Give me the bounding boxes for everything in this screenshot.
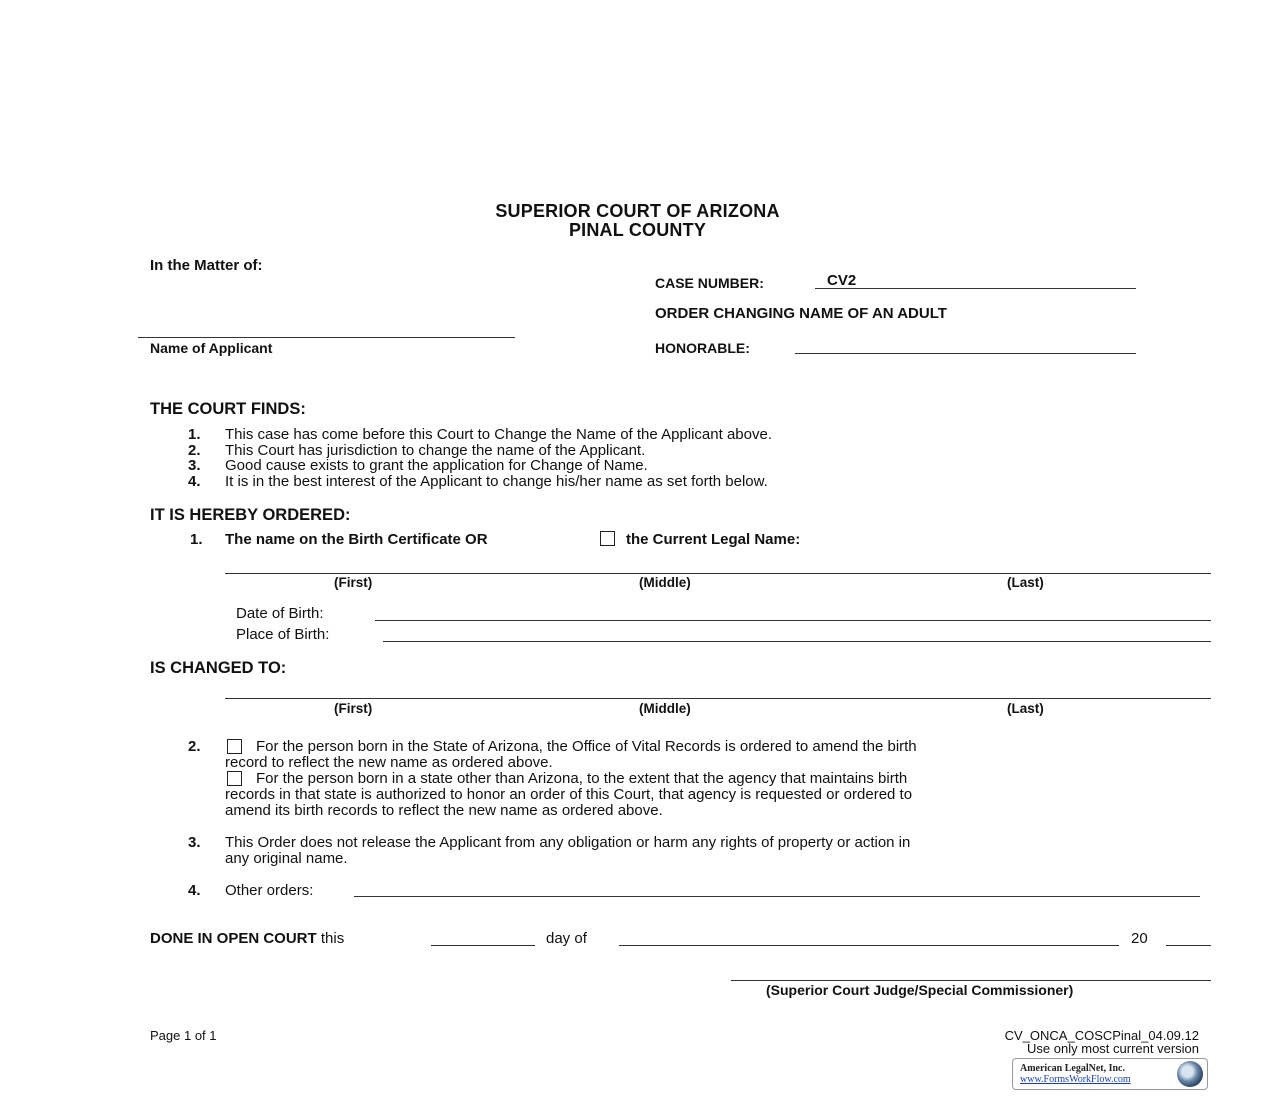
release-clause-line1: This Order does not release the Applicant from any obligation or harm any rights of property or action in <box>225 834 911 851</box>
version-note: Use only most current version <box>1027 1041 1199 1056</box>
new-name-field[interactable] <box>225 698 1211 699</box>
form-id: CV_ONCA_COSCPinal_04.09.12 <box>1004 1028 1199 1043</box>
hereby-ordered-heading: IT IS HEREBY ORDERED: <box>150 506 351 524</box>
applicant-name-label: Name of Applicant <box>150 340 273 356</box>
day-of-label: day of <box>546 930 587 947</box>
other-state-option-line2: records in that state is authorized to honor an order of this Court, that agency is requested or ordered to <box>225 786 913 803</box>
honorable-field[interactable] <box>795 353 1136 354</box>
case-number-label: CASE NUMBER: <box>655 275 764 291</box>
other-orders-field[interactable] <box>354 896 1200 897</box>
court-title: SUPERIOR COURT OF ARIZONA <box>495 201 780 221</box>
arizona-option-line2: record to reflect the new name as ordered above. <box>225 754 553 771</box>
honorable-label: HONORABLE: <box>655 340 750 356</box>
other-state-option-line3: amend its birth records to reflect the new name as ordered above. <box>225 802 663 819</box>
order-number: 1. <box>190 531 203 548</box>
signer-label: (Superior Court Judge/Special Commissioner) <box>766 982 1074 998</box>
finding-text: This Court has jurisdiction to change the name of the Applicant. <box>225 442 646 459</box>
arizona-birth-checkbox[interactable] <box>227 739 242 754</box>
globe-icon <box>1177 1061 1203 1087</box>
release-clause-line2: any original name. <box>225 850 348 867</box>
page-number: Page 1 of 1 <box>150 1028 217 1043</box>
year-prefix: 20 <box>1131 930 1148 947</box>
day-field[interactable] <box>431 945 535 946</box>
done-in-open-court-label: DONE IN OPEN COURT <box>150 930 317 947</box>
middle-name-label: (Middle) <box>639 701 691 716</box>
current-legal-name-checkbox[interactable] <box>600 531 615 546</box>
other-state-birth-checkbox[interactable] <box>227 771 242 786</box>
middle-name-label: (Middle) <box>639 575 691 590</box>
current-legal-name-label: the Current Legal Name: <box>626 531 801 548</box>
arizona-option-line1: For the person born in the State of Arizona, the Office of Vital Records is ordered to amend the birth <box>256 738 917 755</box>
court-finds-heading: THE COURT FINDS: <box>150 400 306 418</box>
case-number-field[interactable] <box>815 288 1136 289</box>
date-of-birth-label: Date of Birth: <box>236 605 324 622</box>
publisher-logo[interactable] <box>1012 1058 1208 1090</box>
month-field[interactable] <box>619 945 1119 946</box>
publisher-link[interactable]: www.FormsWorkFlow.com <box>1020 1074 1131 1085</box>
birth-certificate-label: The name on the Birth Certificate OR <box>225 531 488 548</box>
finding-text: This case has come before this Court to Change the Name of the Applicant above. <box>225 426 772 443</box>
place-of-birth-field[interactable] <box>383 641 1211 642</box>
case-number-value: CV2 <box>827 272 857 289</box>
county-title: PINAL COUNTY <box>568 220 707 240</box>
in-the-matter-label: In the Matter of: <box>150 257 263 274</box>
place-of-birth-label: Place of Birth: <box>236 626 330 643</box>
finding-number: 3. <box>188 457 201 474</box>
first-name-label: (First) <box>334 575 373 590</box>
publisher-name: American LegalNet, Inc. <box>1020 1063 1125 1074</box>
other-state-option-line1: For the person born in a state other than Arizona, to the extent that the agency that maintains birth <box>256 770 908 787</box>
finding-text: Good cause exists to grant the application for Change of Name. <box>225 457 648 474</box>
document-title: ORDER CHANGING NAME OF AN ADULT <box>655 305 947 322</box>
changed-to-heading: IS CHANGED TO: <box>150 659 287 677</box>
date-of-birth-field[interactable] <box>375 620 1211 621</box>
this-label: this <box>320 930 345 947</box>
other-orders-label: Other orders: <box>225 882 314 899</box>
order-number: 3. <box>188 834 201 851</box>
order-number: 2. <box>188 738 201 755</box>
last-name-label: (Last) <box>1007 575 1044 590</box>
year-field[interactable] <box>1166 945 1211 946</box>
last-name-label: (Last) <box>1007 701 1044 716</box>
judge-signature-field[interactable] <box>731 980 1211 981</box>
first-name-label: (First) <box>334 701 373 716</box>
original-name-field[interactable] <box>225 573 1211 574</box>
order-number: 4. <box>188 882 201 899</box>
done-in-open-court <box>150 930 344 947</box>
finding-number: 4. <box>188 473 201 490</box>
applicant-name-field[interactable] <box>138 337 515 338</box>
finding-number: 2. <box>188 442 201 459</box>
finding-text: It is in the best interest of the Applicant to change his/her name as set forth below. <box>225 473 768 490</box>
finding-number: 1. <box>188 426 201 443</box>
